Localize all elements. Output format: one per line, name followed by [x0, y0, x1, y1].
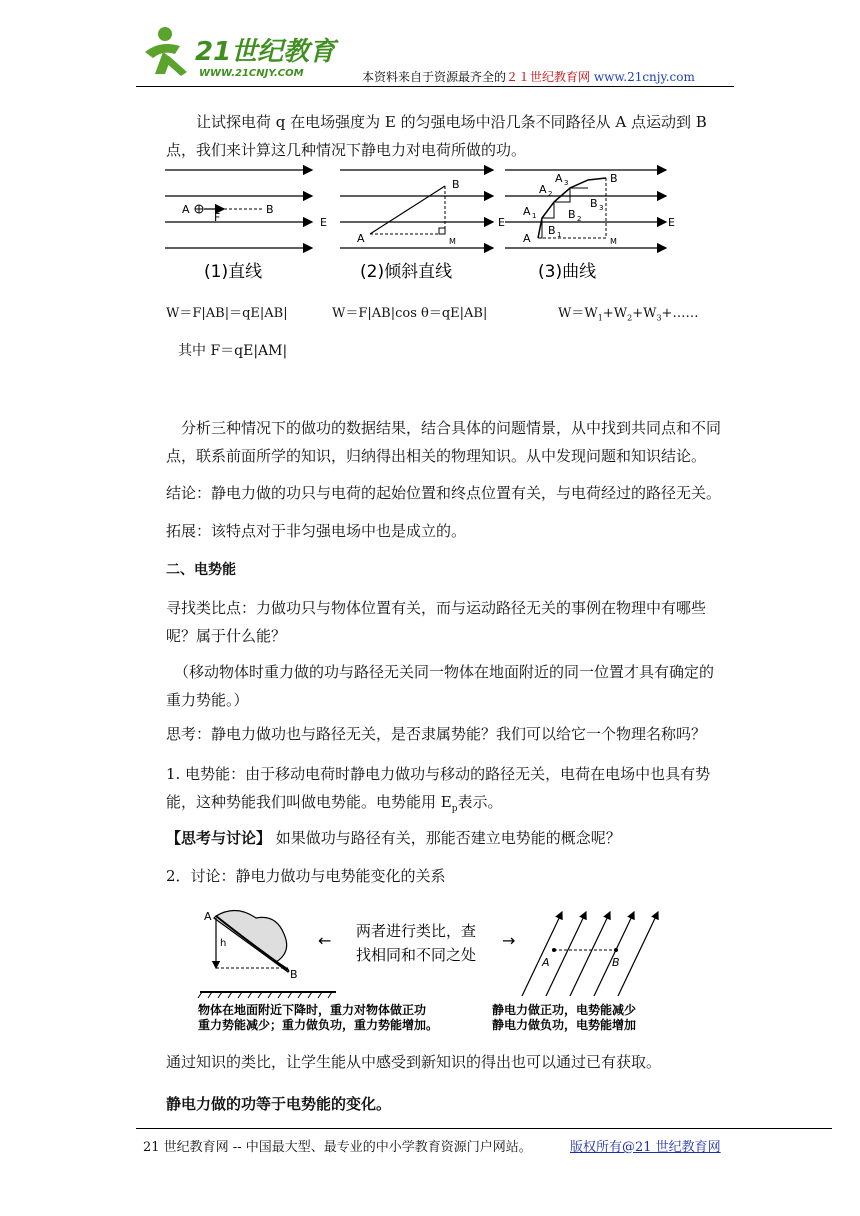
svg-text:h: h — [220, 938, 227, 949]
field-caption-2: 静电力做负功，电势能增加 — [492, 1018, 637, 1032]
discussion-paragraph: 【思考与讨论】 如果做功与路径有关，那能否建立电势能的概念呢？ — [166, 829, 621, 847]
logo-text: 21世纪教育 — [195, 37, 336, 67]
svg-text:A: A — [542, 956, 550, 969]
final-statement: 静电力做的功等于电势能的变化。 — [166, 1095, 392, 1113]
svg-text:B: B — [612, 956, 620, 969]
header — [0, 0, 860, 90]
footer-copyright-link[interactable]: 版权所有@21 世纪教育网 — [570, 1140, 721, 1155]
figure-analogy — [196, 900, 676, 1036]
svg-text:A: A — [555, 172, 563, 185]
discussion-label: 【思考与讨论】 — [166, 829, 272, 847]
equation-where: 其中 F＝qE|AM| — [178, 343, 288, 359]
svg-text:2: 2 — [548, 190, 553, 198]
svg-text:←: ← — [318, 931, 332, 950]
svg-text:1: 1 — [532, 212, 537, 220]
svg-text:A: A — [539, 183, 547, 196]
learning-paragraph: 通过知识的类比，让学生能从中感受到新知识的得出也可以通过已有获取。 — [166, 1053, 662, 1071]
analysis-paragraph: 分析三种情况下的做功的数据结果，结合具体的问题情景，从中找到共同点和不同点，联系前面所学的知识，归纳得出相关的物理知识。从中发现问题和知识结论。 — [166, 419, 722, 465]
footer-left: 21 世纪教育网 -- 中国最大型、最专业的中小学教育资源门户网站。 — [143, 1140, 532, 1155]
think-paragraph: 思考：静电力做功也与路径无关，是否隶属势能？我们可以给它一个物理名称吗？ — [166, 725, 707, 743]
svg-text:→: → — [502, 931, 516, 950]
electric-field-diagram — [522, 912, 658, 996]
svg-text:M: M — [449, 237, 456, 246]
svg-text:3: 3 — [564, 179, 569, 187]
logo-icon — [135, 22, 345, 84]
svg-text:B: B — [266, 203, 274, 216]
svg-text:B: B — [452, 178, 460, 191]
header-note-url[interactable]: www.21cnjy.com — [593, 70, 695, 84]
caption-inclined: (2)倾斜直线 — [360, 262, 453, 282]
discussion2-paragraph: 2．讨论：静电力做功与电势能变化的关系 — [166, 867, 446, 885]
header-note-prefix: 本资料来自于资源最齐全的 — [362, 70, 507, 84]
gravity-caption-1: 物体在地面附近下降时，重力对物体做正功 — [198, 1003, 427, 1017]
equation-inclined: W＝F|AB|cos θ＝qE|AB| — [332, 306, 488, 321]
section-heading: 二、电势能 — [166, 562, 236, 578]
panel-straight-line — [165, 170, 312, 282]
svg-text:A: A — [204, 910, 212, 923]
gravity-diagram — [198, 910, 336, 998]
caption-curve: (3)曲线 — [538, 262, 597, 282]
intro-paragraph: 让试探电荷 q 在电场强度为 E 的匀强电场中沿几条不同路径从 A 点运动到 B 点，我们来计算这几种情况下静电力对电荷所做的功。 — [166, 113, 707, 159]
svg-text:A: A — [523, 232, 531, 245]
svg-text:3: 3 — [599, 204, 604, 212]
svg-text:B: B — [290, 968, 298, 981]
svg-text:B: B — [568, 208, 576, 221]
svg-text:1: 1 — [557, 231, 562, 239]
footer-rule — [136, 1128, 832, 1129]
extension-paragraph: 拓展：该特点对于非匀强电场中也是成立的。 — [166, 522, 467, 540]
field-caption-1: 静电力做正功，电势能减少 — [492, 1003, 637, 1017]
svg-text:A: A — [182, 203, 190, 216]
svg-text:B: B — [548, 224, 556, 237]
equation-curve: $W=W_1+W_2+W_3+\dots\dots$ — [558, 306, 699, 323]
svg-text:A: A — [523, 205, 531, 218]
svg-text:2: 2 — [577, 215, 582, 223]
svg-text:F: F — [214, 211, 221, 224]
svg-text:B: B — [610, 172, 618, 185]
svg-text:B: B — [590, 197, 598, 210]
analogy-text-1: 两者进行类比，查 — [356, 922, 477, 940]
analogy-paragraph: 寻找类比点：力做功只与物体位置有关，而与运动路径无关的事例在物理中有哪些呢？属于什么能？ — [166, 599, 707, 645]
svg-text:A: A — [357, 232, 365, 245]
label-E-1: E — [320, 216, 327, 229]
header-rule — [136, 86, 734, 87]
label-E-2: E — [498, 216, 505, 229]
gravity-paragraph: （移动物体时重力做的功与路径无关同一物体在地面附近的同一位置才具有确定的重力势能。） — [166, 663, 715, 709]
definition-paragraph: 1. 电势能：由于移动电荷时静电力做功与移动的路径无关，电荷在电场中也具有势能，这种势能我们叫做电势能。电势能用 $E_p$表示。 — [166, 765, 711, 814]
label-E-3: E — [668, 216, 675, 229]
caption-straight: (1)直线 — [204, 262, 263, 282]
logo-url: WWW.21CNJY.COM — [199, 68, 304, 79]
gravity-caption-2: 重力势能减少；重力做负功，重力势能增加。 — [198, 1018, 439, 1032]
header-note — [362, 68, 695, 85]
analogy-text-2: 找相同和不同之处 — [356, 946, 477, 964]
header-note-brand[interactable]: ２１世纪教育网 — [506, 70, 591, 84]
svg-text:M: M — [610, 237, 617, 246]
panel-inclined-line — [340, 170, 493, 282]
panel-curve — [505, 170, 666, 282]
figure-electric-field-paths — [160, 160, 680, 290]
equation-straight: W＝F|AB|＝qE|AB| — [166, 306, 288, 321]
conclusion-paragraph: 结论：静电力做的功只与电荷的起始位置和终点位置有关，与电荷经过的路径无关。 — [166, 484, 722, 502]
